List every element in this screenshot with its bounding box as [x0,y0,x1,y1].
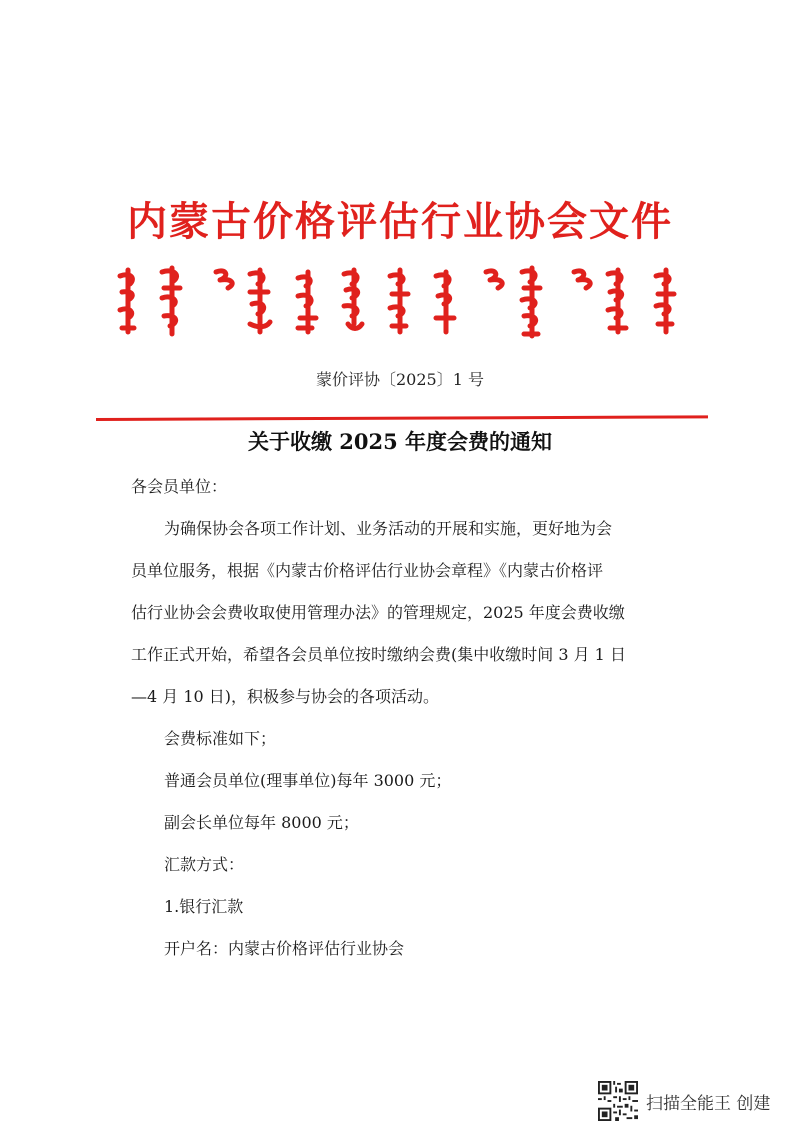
red-divider-line [96,415,708,421]
mongolian-header-title [100,262,700,342]
qr-code-icon [598,1081,638,1121]
paragraph-line-2: 员单位服务，根据《内蒙古价格评估行业协会章程》《内蒙古价格评 [131,561,604,580]
scanner-watermark [598,1078,788,1124]
paragraph-line-3: 估行业协会会费收取使用管理办法》的管理规定，2025 年度会费收缴 [131,603,625,622]
remittance-method-bank: 1.银行汇款 [164,897,244,916]
salutation: 各会员单位： [131,477,228,496]
fee-vice-president: 副会长单位每年 8000 元； [164,813,359,832]
scanner-watermark-text: 扫描全能王 创建 [646,1093,771,1114]
fee-regular-member: 普通会员单位(理事单位)每年 3000 元； [164,771,452,790]
fee-standard-heading: 会费标准如下； [164,729,277,748]
paragraph-line-1: 为确保协会各项工作计划、业务活动的开展和实施，更好地为会 [164,519,613,538]
remittance-heading: 汇款方式： [164,855,245,874]
paragraph-line-4: 工作正式开始，希望各会员单位按时缴纳会费(集中收缴时间 3 月 1 日 [131,645,626,664]
account-name: 开户名：内蒙古价格评估行业协会 [164,939,405,958]
notice-title: 关于收缴 2025 年度会费的通知 [247,429,553,454]
org-header-title: 内蒙古价格评估行业协会文件 [127,198,673,245]
document-number: 蒙价评协〔2025〕1 号 [316,370,484,389]
paragraph-line-5: —4 月 10 日)，积极参与协会的各项活动。 [131,687,440,706]
